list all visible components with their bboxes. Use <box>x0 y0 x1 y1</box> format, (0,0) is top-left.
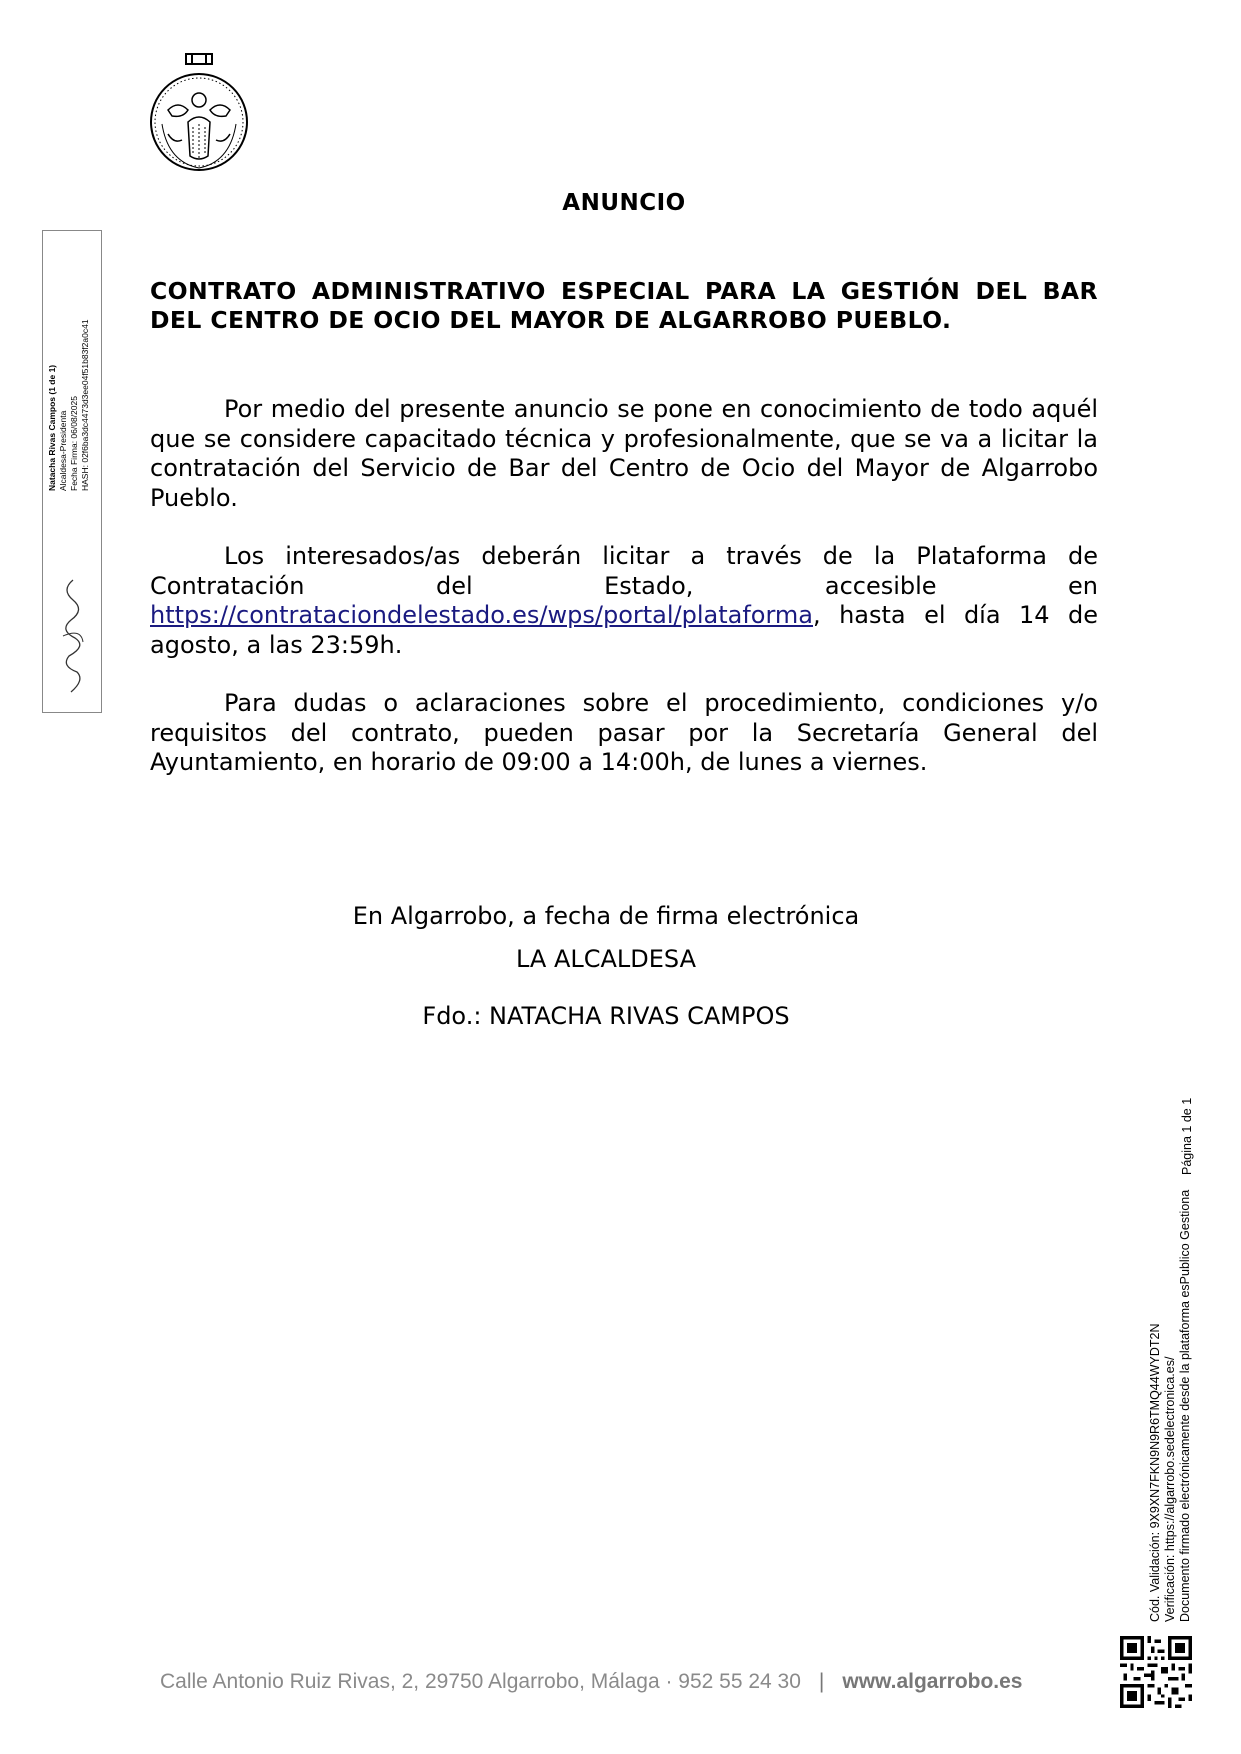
footer-address: Calle Antonio Ruiz Rivas, 2, 29750 Algarrobo, Málaga · 952 55 24 30 <box>160 1670 801 1693</box>
page-footer <box>160 1670 1040 1694</box>
verification-url: Verificación: https://algarrobo.sedelectronica.es/ <box>1163 1356 1177 1622</box>
document-body <box>150 395 1098 807</box>
paragraph-bidding <box>150 542 1098 660</box>
document-subject: CONTRATO ADMINISTRATIVO ESPECIAL PARA LA GESTIÓN DEL BAR DEL CENTRO DE OCIO DEL MAYOR DE ALGARROBO PUEBLO. <box>150 277 1098 334</box>
footer-separator: | <box>818 1670 825 1693</box>
signer-name: Natacha Rivas Campos (1 de 1) <box>47 364 57 491</box>
signature-hash: HASH: 02f6ba3dc4473d3ee04f51b83f2a0c41 <box>80 319 90 491</box>
paragraph-bidding-deadline: , hasta el día 14 de agosto, a las 23:59h. <box>150 601 1098 659</box>
document-title: ANUNCIO <box>562 190 686 216</box>
closing-block <box>300 902 912 1030</box>
paragraph-announcement: Por medio del presente anuncio se pone en conocimiento de todo aquél que se considere capacitado técnica y profesionalmente, que se va a licitar la contratación del Servicio de Bar del Centro de Ocio del Mayor de Algarrobo Pueblo. <box>150 395 1098 512</box>
verification-block <box>1148 1190 1193 1622</box>
platform-link[interactable]: https://contrataciondelestado.es/wps/portal/plataforma <box>150 601 814 629</box>
signature-stamp <box>42 230 102 713</box>
signature-date: Fecha Firma: 06/08/2025 <box>69 396 79 491</box>
paragraph-inquiries: Para dudas o aclaraciones sobre el procedimiento, condiciones y/o requisitos del contrato, pueden pasar por la Secretaría General del Ayuntamiento, en horario de 09:00 a 14:00h, de lunes a viernes. <box>150 689 1098 776</box>
signature-stamp-text <box>47 319 91 491</box>
paragraph-bidding-text: Los interesados/as deberán licitar a través de la Plataforma de Contratación del Estado, accesible en <box>150 542 1098 600</box>
signer-role: Alcaldesa-Presidenta <box>58 410 68 491</box>
closing-signature-name: Fdo.: NATACHA RIVAS CAMPOS <box>422 1002 790 1030</box>
closing-place: En Algarrobo, a fecha de firma electrónica <box>352 902 860 930</box>
handwritten-signature-icon <box>55 576 91 696</box>
footer-website: www.algarrobo.es <box>842 1670 1023 1693</box>
closing-role: LA ALCALDESA <box>515 945 697 973</box>
municipal-seal-logo <box>148 52 250 178</box>
page-indicator: Página 1 de 1 <box>1180 1097 1194 1175</box>
qr-code-icon <box>1120 1636 1192 1708</box>
platform-note: Documento firmado electrónicamente desde la plataforma esPublico Gestiona <box>1178 1189 1192 1622</box>
validation-code: Cód. Validación: 9X9XN7FKN9N9R6TMQ44WYDT2N <box>1148 1323 1162 1622</box>
